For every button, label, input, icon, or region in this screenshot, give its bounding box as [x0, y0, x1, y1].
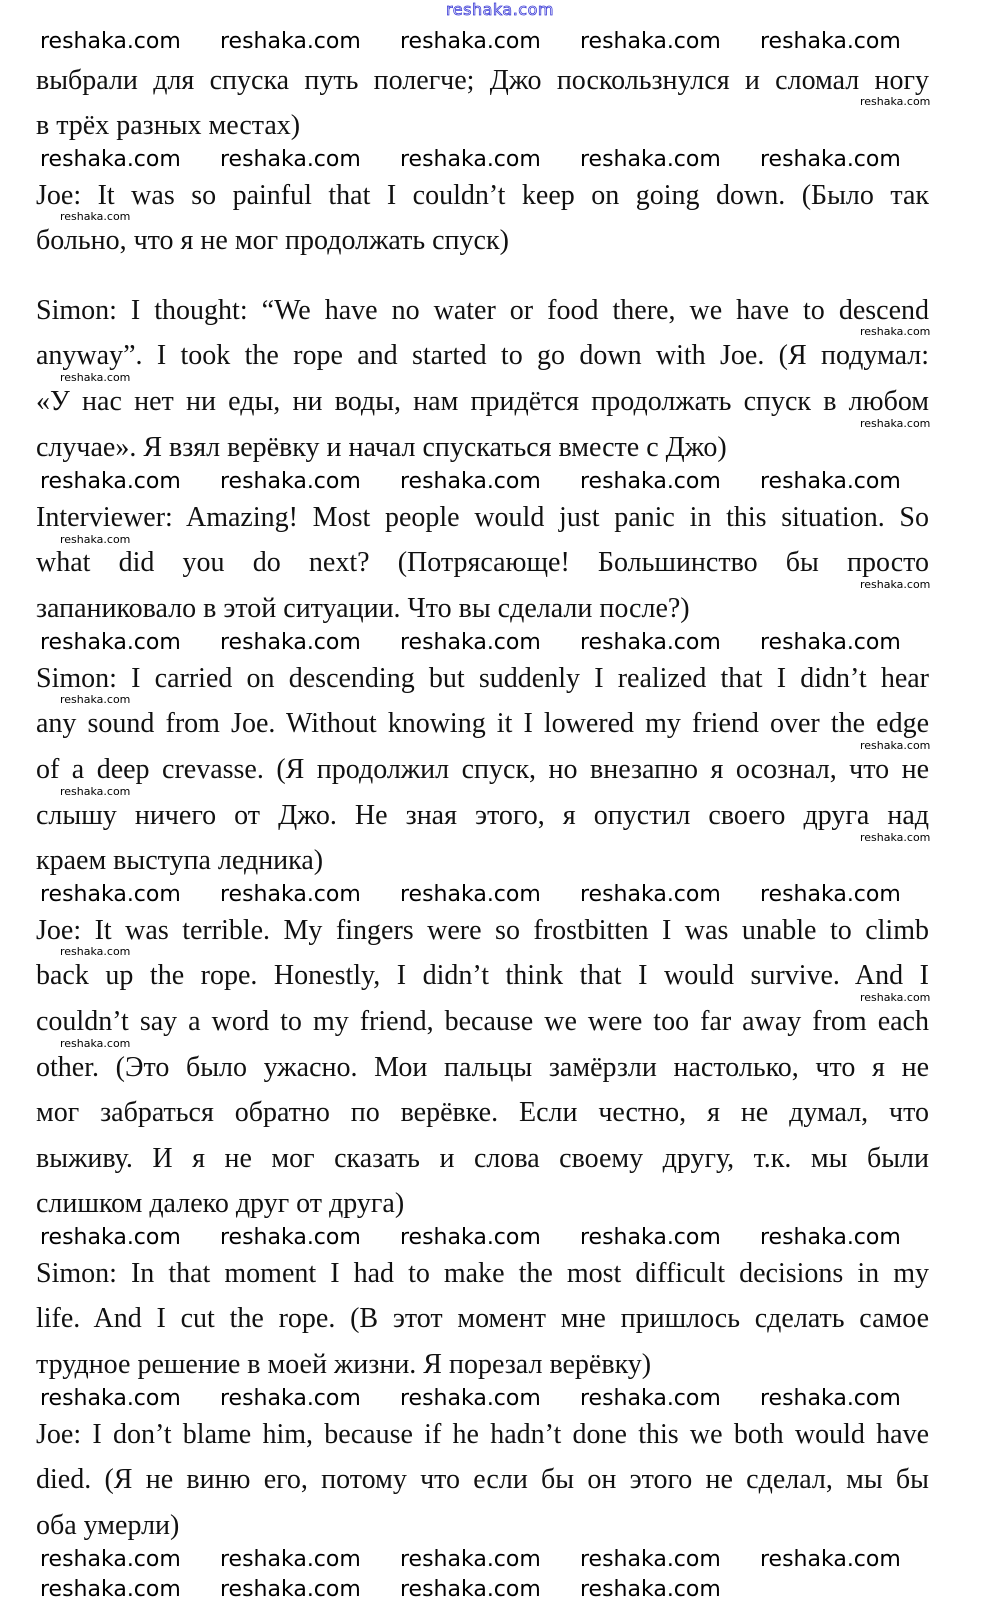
watermark: reshaka.com: [580, 1577, 721, 1602]
watermark: reshaka.com: [400, 29, 541, 54]
watermark: reshaka.com: [760, 630, 901, 655]
text-line: Simon: I carried on descending but suddenly I realized that I didn’t hear: [36, 663, 929, 694]
watermark: reshaka.com: [60, 210, 131, 223]
watermark: reshaka.com: [220, 29, 361, 54]
text-line: any sound from Joe. Without knowing it I lowered my friend over the edge: [36, 708, 929, 739]
watermark: reshaka.com: [400, 147, 541, 172]
watermark: reshaka.com: [760, 1225, 901, 1250]
watermark: reshaka.com: [860, 831, 931, 844]
watermark: reshaka.com: [60, 693, 131, 706]
text-line: слишком далеко друг от друга): [36, 1188, 405, 1219]
watermark: reshaka.com: [760, 29, 901, 54]
watermark: reshaka.com: [580, 147, 721, 172]
watermark: reshaka.com: [860, 991, 931, 1004]
watermark: reshaka.com: [580, 29, 721, 54]
watermark: reshaka.com: [400, 1225, 541, 1250]
watermark: reshaka.com: [400, 630, 541, 655]
watermark: reshaka.com: [220, 1225, 361, 1250]
watermark: reshaka.com: [860, 578, 931, 591]
watermark: reshaka.com: [580, 1225, 721, 1250]
watermark: reshaka.com: [220, 469, 361, 494]
text-line: couldn’t say a word to my friend, because we were too far away from each: [36, 1006, 929, 1037]
text-line: Joe: I don’t blame him, because if he hadn’t done this we both would have: [36, 1419, 929, 1450]
watermark: reshaka.com: [400, 1386, 541, 1411]
text-line: Simon: In that moment I had to make the most difficult decisions in my: [36, 1258, 929, 1289]
watermark: reshaka.com: [860, 417, 931, 430]
watermark: reshaka.com: [760, 147, 901, 172]
watermark: reshaka.com: [400, 882, 541, 907]
text-line: what did you do next? (Потрясающе! Большинство бы просто: [36, 547, 929, 578]
text-line: Joe: It was so painful that I couldn’t keep on going down. (Было так: [36, 180, 929, 211]
watermark: reshaka.com: [40, 882, 181, 907]
watermark: reshaka.com: [40, 1386, 181, 1411]
watermark: reshaka.com: [40, 1577, 181, 1602]
text-line: в трёх разных местах): [36, 110, 301, 141]
watermark: reshaka.com: [40, 1547, 181, 1572]
text-line: back up the rope. Honestly, I didn’t think that I would survive. And I: [36, 960, 929, 991]
watermark: reshaka.com: [220, 1386, 361, 1411]
text-line: трудное решение в моей жизни. Я порезал верёвку): [36, 1349, 652, 1380]
watermark: reshaka.com: [220, 1577, 361, 1602]
text-line: Joe: It was terrible. My fingers were so frostbitten I was unable to climb: [36, 915, 929, 946]
watermark: reshaka.com: [220, 147, 361, 172]
watermark: reshaka.com: [60, 1037, 131, 1050]
text-line: выбрали для спуска путь полегче; Джо поскользнулся и сломал ногу: [36, 65, 929, 96]
text-line: other. (Это было ужасно. Мои пальцы замёрзли настолько, что я не: [36, 1052, 929, 1083]
watermark: reshaka.com: [60, 371, 131, 384]
watermark: reshaka.com: [400, 1577, 541, 1602]
text-line: запаниковало в этой ситуации. Что вы сделали после?): [36, 593, 690, 624]
text-line: выживу. И я не мог сказать и слова своему другу, т.к. мы были: [36, 1143, 929, 1174]
text-line: оба умерли): [36, 1510, 180, 1541]
text-line: of a deep crevasse. (Я продолжил спуск, но внезапно я осознал, что не: [36, 754, 929, 785]
watermark: reshaka.com: [760, 1547, 901, 1572]
watermark: reshaka.com: [760, 882, 901, 907]
watermark: reshaka.com: [580, 469, 721, 494]
watermark: reshaka.com: [220, 630, 361, 655]
watermark: reshaka.com: [220, 1547, 361, 1572]
watermark: reshaka.com: [220, 882, 361, 907]
watermark: reshaka.com: [60, 945, 131, 958]
watermark: reshaka.com: [60, 533, 131, 546]
watermark: reshaka.com: [760, 469, 901, 494]
text-line: мог забраться обратно по верёвке. Если честно, я не думал, что: [36, 1097, 929, 1128]
watermark: reshaka.com: [40, 1225, 181, 1250]
text-line: краем выступа ледника): [36, 845, 324, 876]
site-header-watermark: reshaka.com: [446, 0, 554, 19]
text-line: «У нас нет ни еды, ни воды, нам придётся продолжать спуск в любом: [36, 386, 929, 417]
text-line: больно, что я не мог продолжать спуск): [36, 225, 509, 256]
watermark: reshaka.com: [860, 325, 931, 338]
text-line: died. (Я не виню его, потому что если бы он этого не сделал, мы бы: [36, 1464, 929, 1495]
text-line: слышу ничего от Джо. Не зная этого, я опустил своего друга над: [36, 800, 929, 831]
watermark: reshaka.com: [580, 630, 721, 655]
text-line: anyway”. I took the rope and started to go down with Joe. (Я подумал:: [36, 340, 929, 371]
watermark: reshaka.com: [400, 1547, 541, 1572]
watermark: reshaka.com: [580, 882, 721, 907]
watermark: reshaka.com: [860, 95, 931, 108]
watermark: reshaka.com: [580, 1386, 721, 1411]
watermark: reshaka.com: [860, 739, 931, 752]
watermark: reshaka.com: [400, 469, 541, 494]
watermark: reshaka.com: [40, 147, 181, 172]
watermark: reshaka.com: [40, 29, 181, 54]
watermark: reshaka.com: [40, 469, 181, 494]
text-line: случае». Я взял верёвку и начал спускаться вместе с Джо): [36, 432, 727, 463]
text-line: Interviewer: Amazing! Most people would just panic in this situation. So: [36, 502, 929, 533]
watermark: reshaka.com: [40, 630, 181, 655]
watermark: reshaka.com: [580, 1547, 721, 1572]
watermark: reshaka.com: [60, 785, 131, 798]
text-line: Simon: I thought: “We have no water or food there, we have to descend: [36, 295, 929, 326]
text-line: life. And I cut the rope. (В этот момент мне пришлось сделать самое: [36, 1303, 929, 1334]
watermark: reshaka.com: [760, 1386, 901, 1411]
